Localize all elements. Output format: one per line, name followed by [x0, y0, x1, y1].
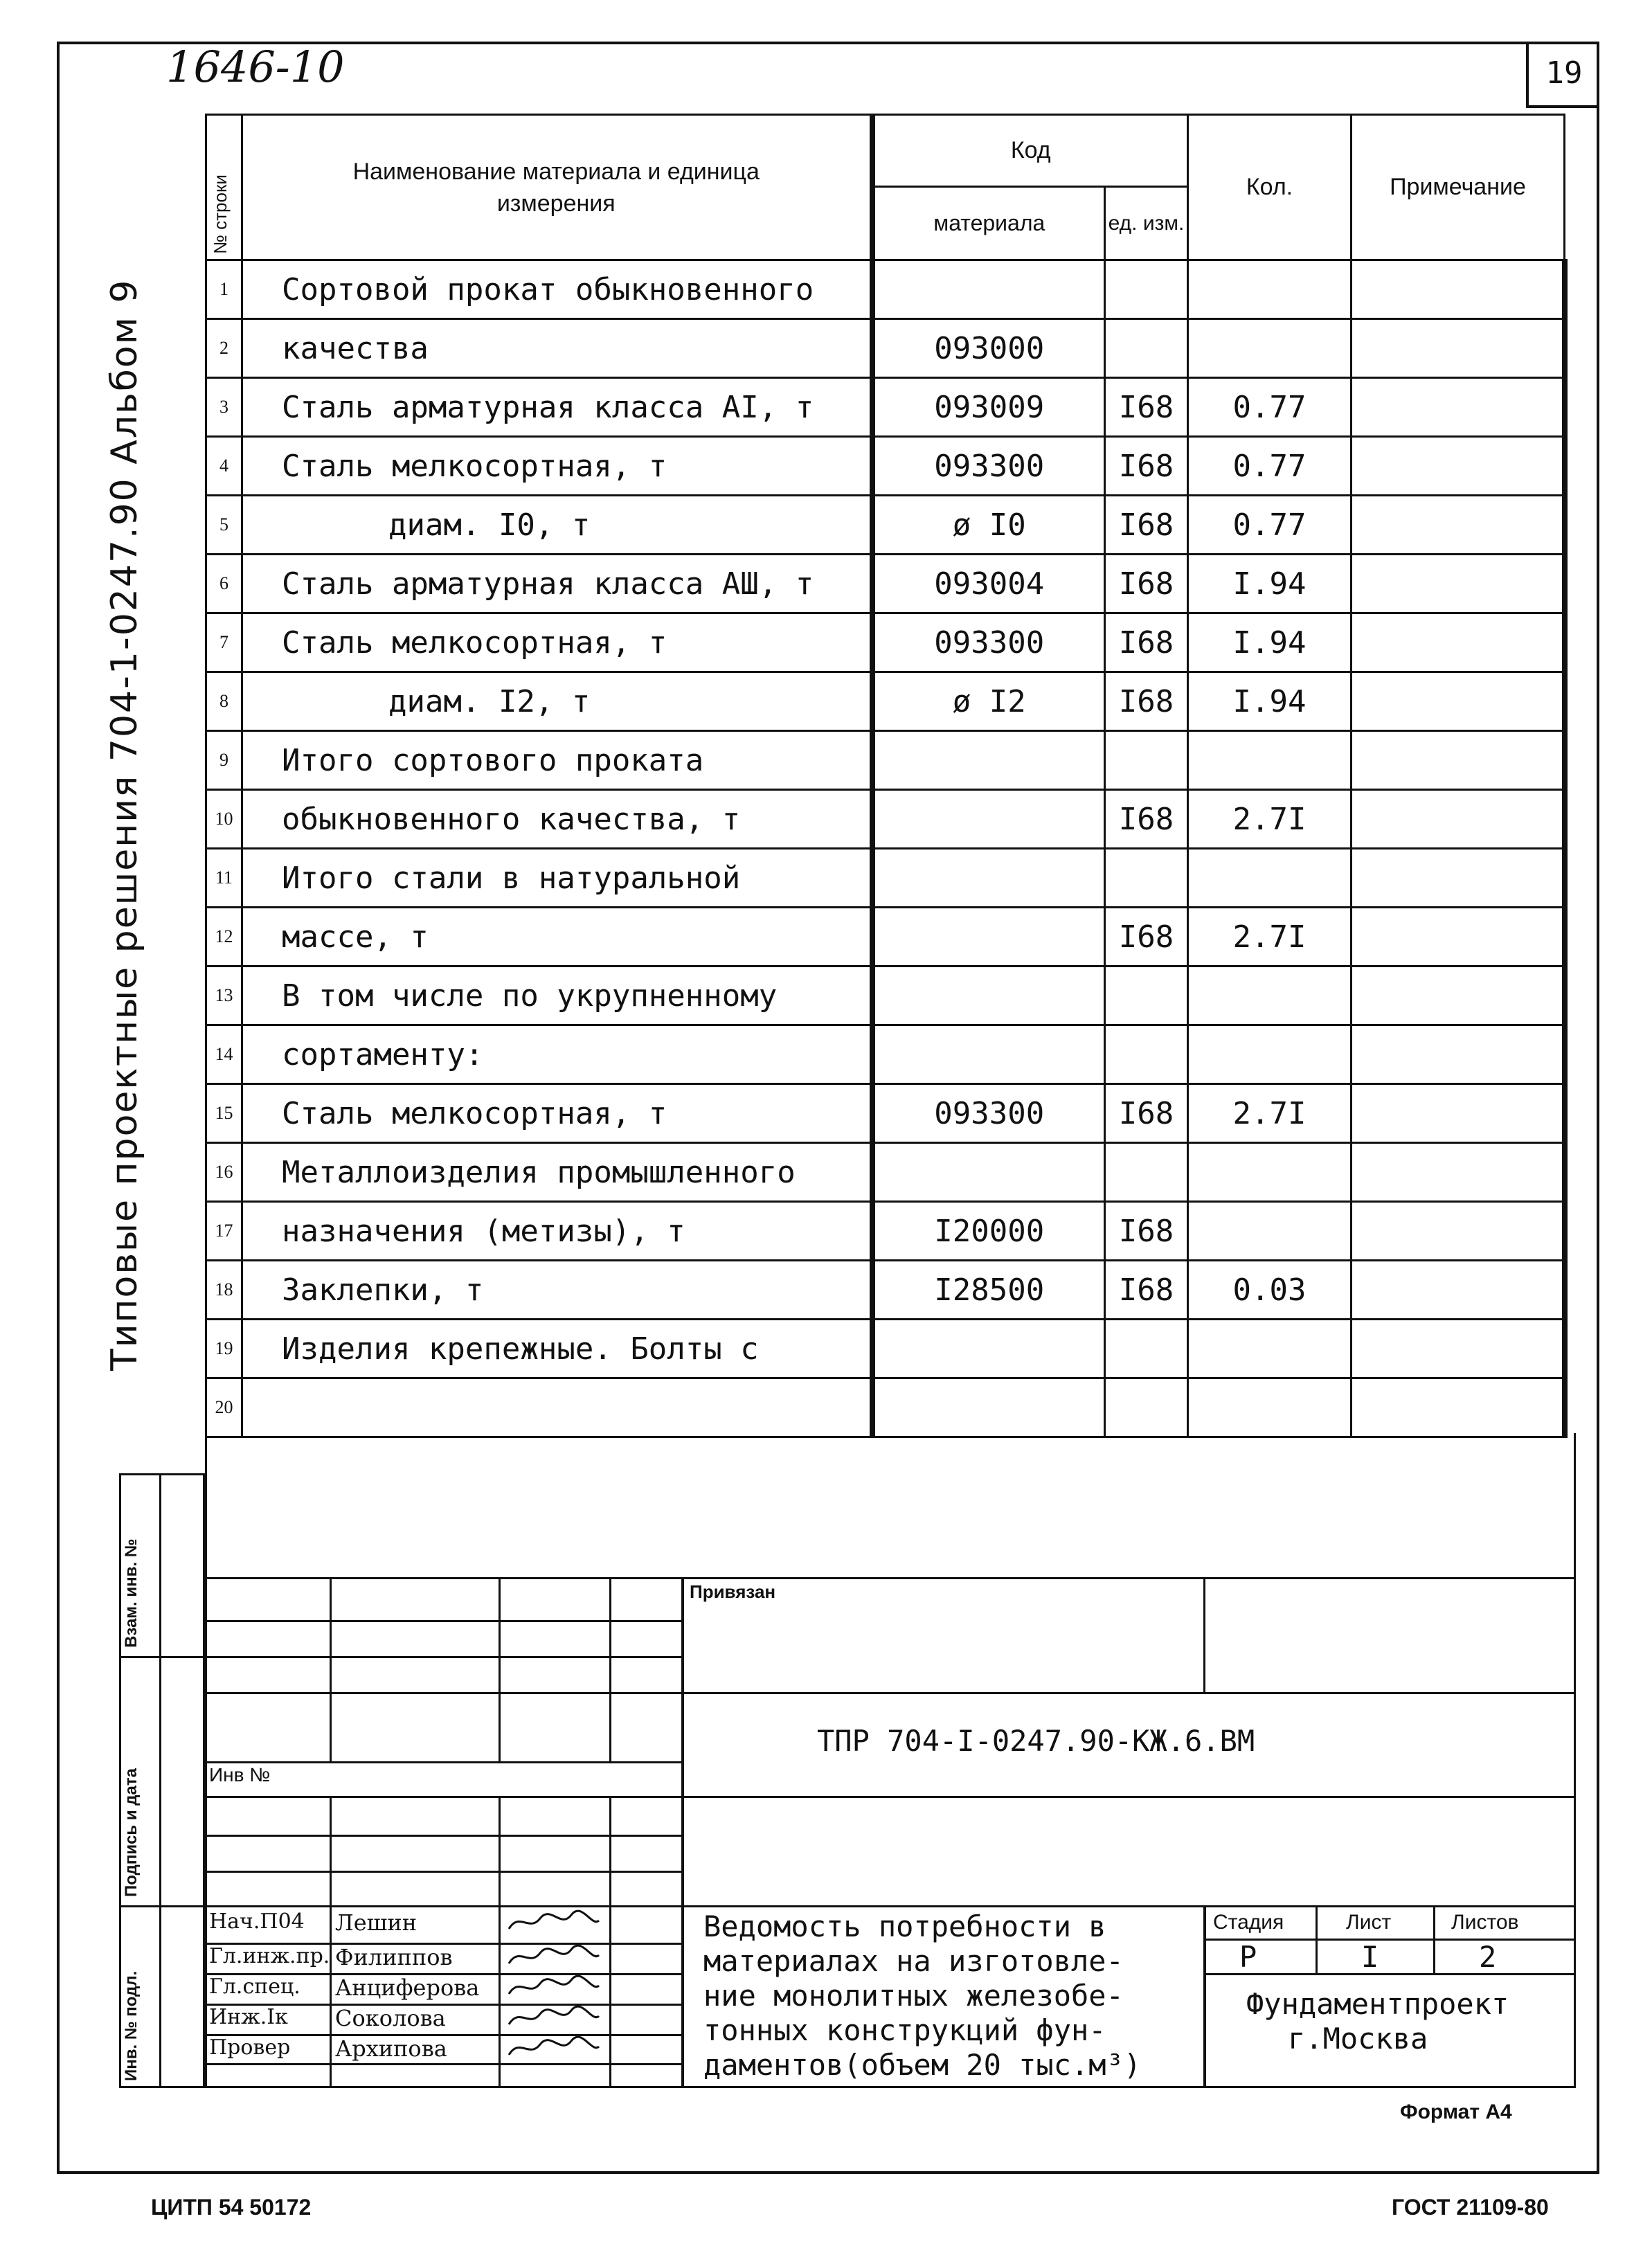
material-code	[872, 1143, 1105, 1202]
material-code: 093300	[872, 437, 1105, 496]
table-row	[206, 1084, 1565, 1143]
quantity	[1188, 731, 1352, 790]
page-number: 19	[1545, 55, 1583, 91]
materials-table	[205, 114, 1568, 1438]
note	[1352, 966, 1565, 1025]
document-code: ТПР 704-I-0247.90-КЖ.6.ВМ	[817, 1724, 1255, 1758]
note	[1352, 1261, 1565, 1320]
note	[1352, 1025, 1565, 1084]
table-row	[206, 378, 1565, 437]
header-row-no: № строки	[206, 115, 242, 260]
unit-code: I68	[1105, 790, 1188, 849]
table-row	[206, 555, 1565, 613]
quantity	[1188, 1202, 1352, 1261]
table-row	[206, 731, 1565, 790]
row-number: 8	[206, 672, 242, 731]
unit-code	[1105, 1320, 1188, 1378]
material-name: Итого стали в натуральной	[242, 849, 872, 908]
quantity	[1188, 849, 1352, 908]
note	[1352, 613, 1565, 672]
material-code	[872, 260, 1105, 319]
row-number: 13	[206, 966, 242, 1025]
stage-value: Р	[1239, 1940, 1257, 1974]
page-number-box	[1526, 42, 1599, 108]
header-name: Наименование материала и единица измерения	[242, 115, 872, 260]
quantity: 0.77	[1188, 496, 1352, 555]
row-number: 20	[206, 1378, 242, 1437]
gost-code: ГОСТ 21109-80	[1392, 2195, 1549, 2220]
note	[1352, 496, 1565, 555]
row-number: 1	[206, 260, 242, 319]
note	[1352, 1378, 1565, 1437]
note	[1352, 1320, 1565, 1378]
header-qty: Кол.	[1188, 115, 1352, 260]
material-name: массе, т	[242, 908, 872, 966]
material-name: Заклепки, т	[242, 1261, 872, 1320]
material-name: Сталь арматурная класса АШ, т	[242, 555, 872, 613]
row-number: 18	[206, 1261, 242, 1320]
document-description	[703, 1909, 1141, 2083]
note	[1352, 1143, 1565, 1202]
quantity	[1188, 1378, 1352, 1437]
material-code: ø I0	[872, 496, 1105, 555]
description-line: материалах на изготовле-	[703, 1944, 1124, 1978]
row-number: 19	[206, 1320, 242, 1378]
unit-code	[1105, 849, 1188, 908]
stamp-vzam: Взам. инв. №	[122, 1538, 141, 1648]
signer-role: Гл.спец.	[209, 1975, 300, 1999]
signer-role: Инж.Iк	[209, 2005, 288, 2029]
note	[1352, 1202, 1565, 1261]
material-code	[872, 790, 1105, 849]
org-city: г.Москва	[1288, 2022, 1428, 2056]
material-name: Металлоизделия промышленного	[242, 1143, 872, 1202]
note	[1352, 672, 1565, 731]
quantity	[1188, 1025, 1352, 1084]
side-title: Типовые проектные решения 704-1-0247.90 Альбом 9	[104, 278, 145, 1371]
header-unit: ед. изм.	[1105, 187, 1188, 260]
signature-scribble	[505, 1908, 602, 1941]
unit-code	[1105, 1025, 1188, 1084]
quantity: 2.7I	[1188, 790, 1352, 849]
quantity: I.94	[1188, 672, 1352, 731]
signer-name: Соколова	[335, 2005, 446, 2031]
privyazan-label: Привязан	[690, 1581, 776, 1602]
signer-role: Гл.инж.пр.	[209, 1944, 330, 1968]
material-name: диам. I2, т	[242, 672, 872, 731]
signer-role: Нач.П04	[209, 1909, 305, 1934]
material-name: Сталь мелкосортная, т	[242, 437, 872, 496]
signer-name: Лешин	[335, 1909, 418, 1936]
table-row	[206, 1202, 1565, 1261]
signature-scribble	[505, 2034, 602, 2067]
sheet-label: Лист	[1346, 1911, 1392, 1934]
material-name: Изделия крепежные. Болты с	[242, 1320, 872, 1378]
format-label: Формат А4	[1400, 2101, 1512, 2123]
row-number: 16	[206, 1143, 242, 1202]
material-name: диам. I0, т	[242, 496, 872, 555]
material-code	[872, 1320, 1105, 1378]
unit-code: I68	[1105, 908, 1188, 966]
stage-label: Стадия	[1213, 1911, 1284, 1934]
material-code	[872, 731, 1105, 790]
unit-code	[1105, 1378, 1188, 1437]
table-row	[206, 672, 1565, 731]
table-row	[206, 966, 1565, 1025]
material-name: назначения (метизы), т	[242, 1202, 872, 1261]
material-code	[872, 966, 1105, 1025]
material-code: ø I2	[872, 672, 1105, 731]
quantity	[1188, 1320, 1352, 1378]
unit-code	[1105, 260, 1188, 319]
table-row	[206, 1143, 1565, 1202]
material-code: 093004	[872, 555, 1105, 613]
quantity: I.94	[1188, 555, 1352, 613]
unit-code: I68	[1105, 1084, 1188, 1143]
description-line: Ведомость потребности в	[703, 1909, 1106, 1943]
row-number: 9	[206, 731, 242, 790]
signer-role: Провер	[209, 2035, 291, 2060]
material-name: Сталь арматурная класса АI, т	[242, 378, 872, 437]
material-code	[872, 849, 1105, 908]
signature-scribble	[505, 1973, 602, 2006]
material-code	[872, 1378, 1105, 1437]
quantity	[1188, 1143, 1352, 1202]
table-row	[206, 260, 1565, 319]
bottom-left-code: ЦИТП 54 50172	[151, 2195, 312, 2220]
note	[1352, 260, 1565, 319]
signer-name: Архипова	[335, 2035, 447, 2062]
note	[1352, 1084, 1565, 1143]
unit-code: I68	[1105, 437, 1188, 496]
note	[1352, 908, 1565, 966]
unit-code	[1105, 731, 1188, 790]
unit-code: I68	[1105, 555, 1188, 613]
note	[1352, 555, 1565, 613]
quantity: 0.03	[1188, 1261, 1352, 1320]
row-number: 2	[206, 319, 242, 378]
material-code: 093000	[872, 319, 1105, 378]
row-number: 4	[206, 437, 242, 496]
signature-scribble	[505, 2004, 602, 2037]
row-number: 7	[206, 613, 242, 672]
row-number: 3	[206, 378, 242, 437]
quantity: 0.77	[1188, 378, 1352, 437]
note	[1352, 378, 1565, 437]
signer-name: Анциферова	[335, 1975, 480, 2001]
table-row	[206, 319, 1565, 378]
table-row	[206, 613, 1565, 672]
quantity: 2.7I	[1188, 1084, 1352, 1143]
unit-code	[1105, 319, 1188, 378]
quantity	[1188, 966, 1352, 1025]
description-line: тонных конструкций фун-	[703, 2013, 1106, 2047]
unit-code: I68	[1105, 672, 1188, 731]
note	[1352, 437, 1565, 496]
stamp-inv: Инв. № подл.	[122, 1970, 141, 2081]
table-row	[206, 1261, 1565, 1320]
unit-code: I68	[1105, 378, 1188, 437]
header-material: материала	[872, 187, 1105, 260]
row-number: 12	[206, 908, 242, 966]
row-number: 17	[206, 1202, 242, 1261]
material-code	[872, 1025, 1105, 1084]
handwritten-code: 1646-10	[166, 42, 345, 92]
unit-code: I68	[1105, 1202, 1188, 1261]
table-row	[206, 1378, 1565, 1437]
material-code: 093300	[872, 1084, 1105, 1143]
material-name: сортаменту:	[242, 1025, 872, 1084]
material-name: В том числе по укрупненному	[242, 966, 872, 1025]
material-code	[872, 908, 1105, 966]
table-row	[206, 790, 1565, 849]
table-row	[206, 1025, 1565, 1084]
unit-code: I68	[1105, 1261, 1188, 1320]
material-code: I28500	[872, 1261, 1105, 1320]
inv-no-label: Инв №	[209, 1764, 271, 1786]
note	[1352, 319, 1565, 378]
signer-name: Филиппов	[335, 1944, 453, 1970]
sheets-label: Листов	[1451, 1911, 1519, 1934]
row-number: 10	[206, 790, 242, 849]
material-name: обыкновенного качества, т	[242, 790, 872, 849]
unit-code	[1105, 966, 1188, 1025]
note	[1352, 731, 1565, 790]
row-number: 11	[206, 849, 242, 908]
row-number: 6	[206, 555, 242, 613]
unit-code: I68	[1105, 613, 1188, 672]
table-row	[206, 849, 1565, 908]
stamp-podpis: Подпись и дата	[122, 1768, 141, 1897]
material-name: Итого сортового проката	[242, 731, 872, 790]
material-name	[242, 1378, 872, 1437]
note	[1352, 790, 1565, 849]
material-name: Сталь мелкосортная, т	[242, 613, 872, 672]
quantity	[1188, 260, 1352, 319]
material-code: 093009	[872, 378, 1105, 437]
header-code: Код	[872, 115, 1188, 187]
header-note: Примечание	[1352, 115, 1565, 260]
material-name: Сталь мелкосортная, т	[242, 1084, 872, 1143]
sheet-value: I	[1361, 1940, 1379, 1974]
material-code: I20000	[872, 1202, 1105, 1261]
table-row	[206, 908, 1565, 966]
table-row	[206, 496, 1565, 555]
note	[1352, 849, 1565, 908]
signature-scribble	[505, 1943, 602, 1976]
description-line: даментов(объем 20 тыс.м³)	[703, 2048, 1142, 2082]
row-number: 5	[206, 496, 242, 555]
quantity: 0.77	[1188, 437, 1352, 496]
unit-code: I68	[1105, 496, 1188, 555]
table-row	[206, 437, 1565, 496]
material-name: качества	[242, 319, 872, 378]
quantity	[1188, 319, 1352, 378]
row-number: 14	[206, 1025, 242, 1084]
org-name: Фундаментпроект	[1246, 1987, 1509, 2021]
table-row	[206, 1320, 1565, 1378]
unit-code	[1105, 1143, 1188, 1202]
sheets-value: 2	[1479, 1940, 1497, 1974]
material-code: 093300	[872, 613, 1105, 672]
row-number: 15	[206, 1084, 242, 1143]
description-line: ние монолитных железобе-	[703, 1979, 1124, 2013]
material-name: Сортовой прокат обыкновенного	[242, 260, 872, 319]
quantity: 2.7I	[1188, 908, 1352, 966]
quantity: I.94	[1188, 613, 1352, 672]
